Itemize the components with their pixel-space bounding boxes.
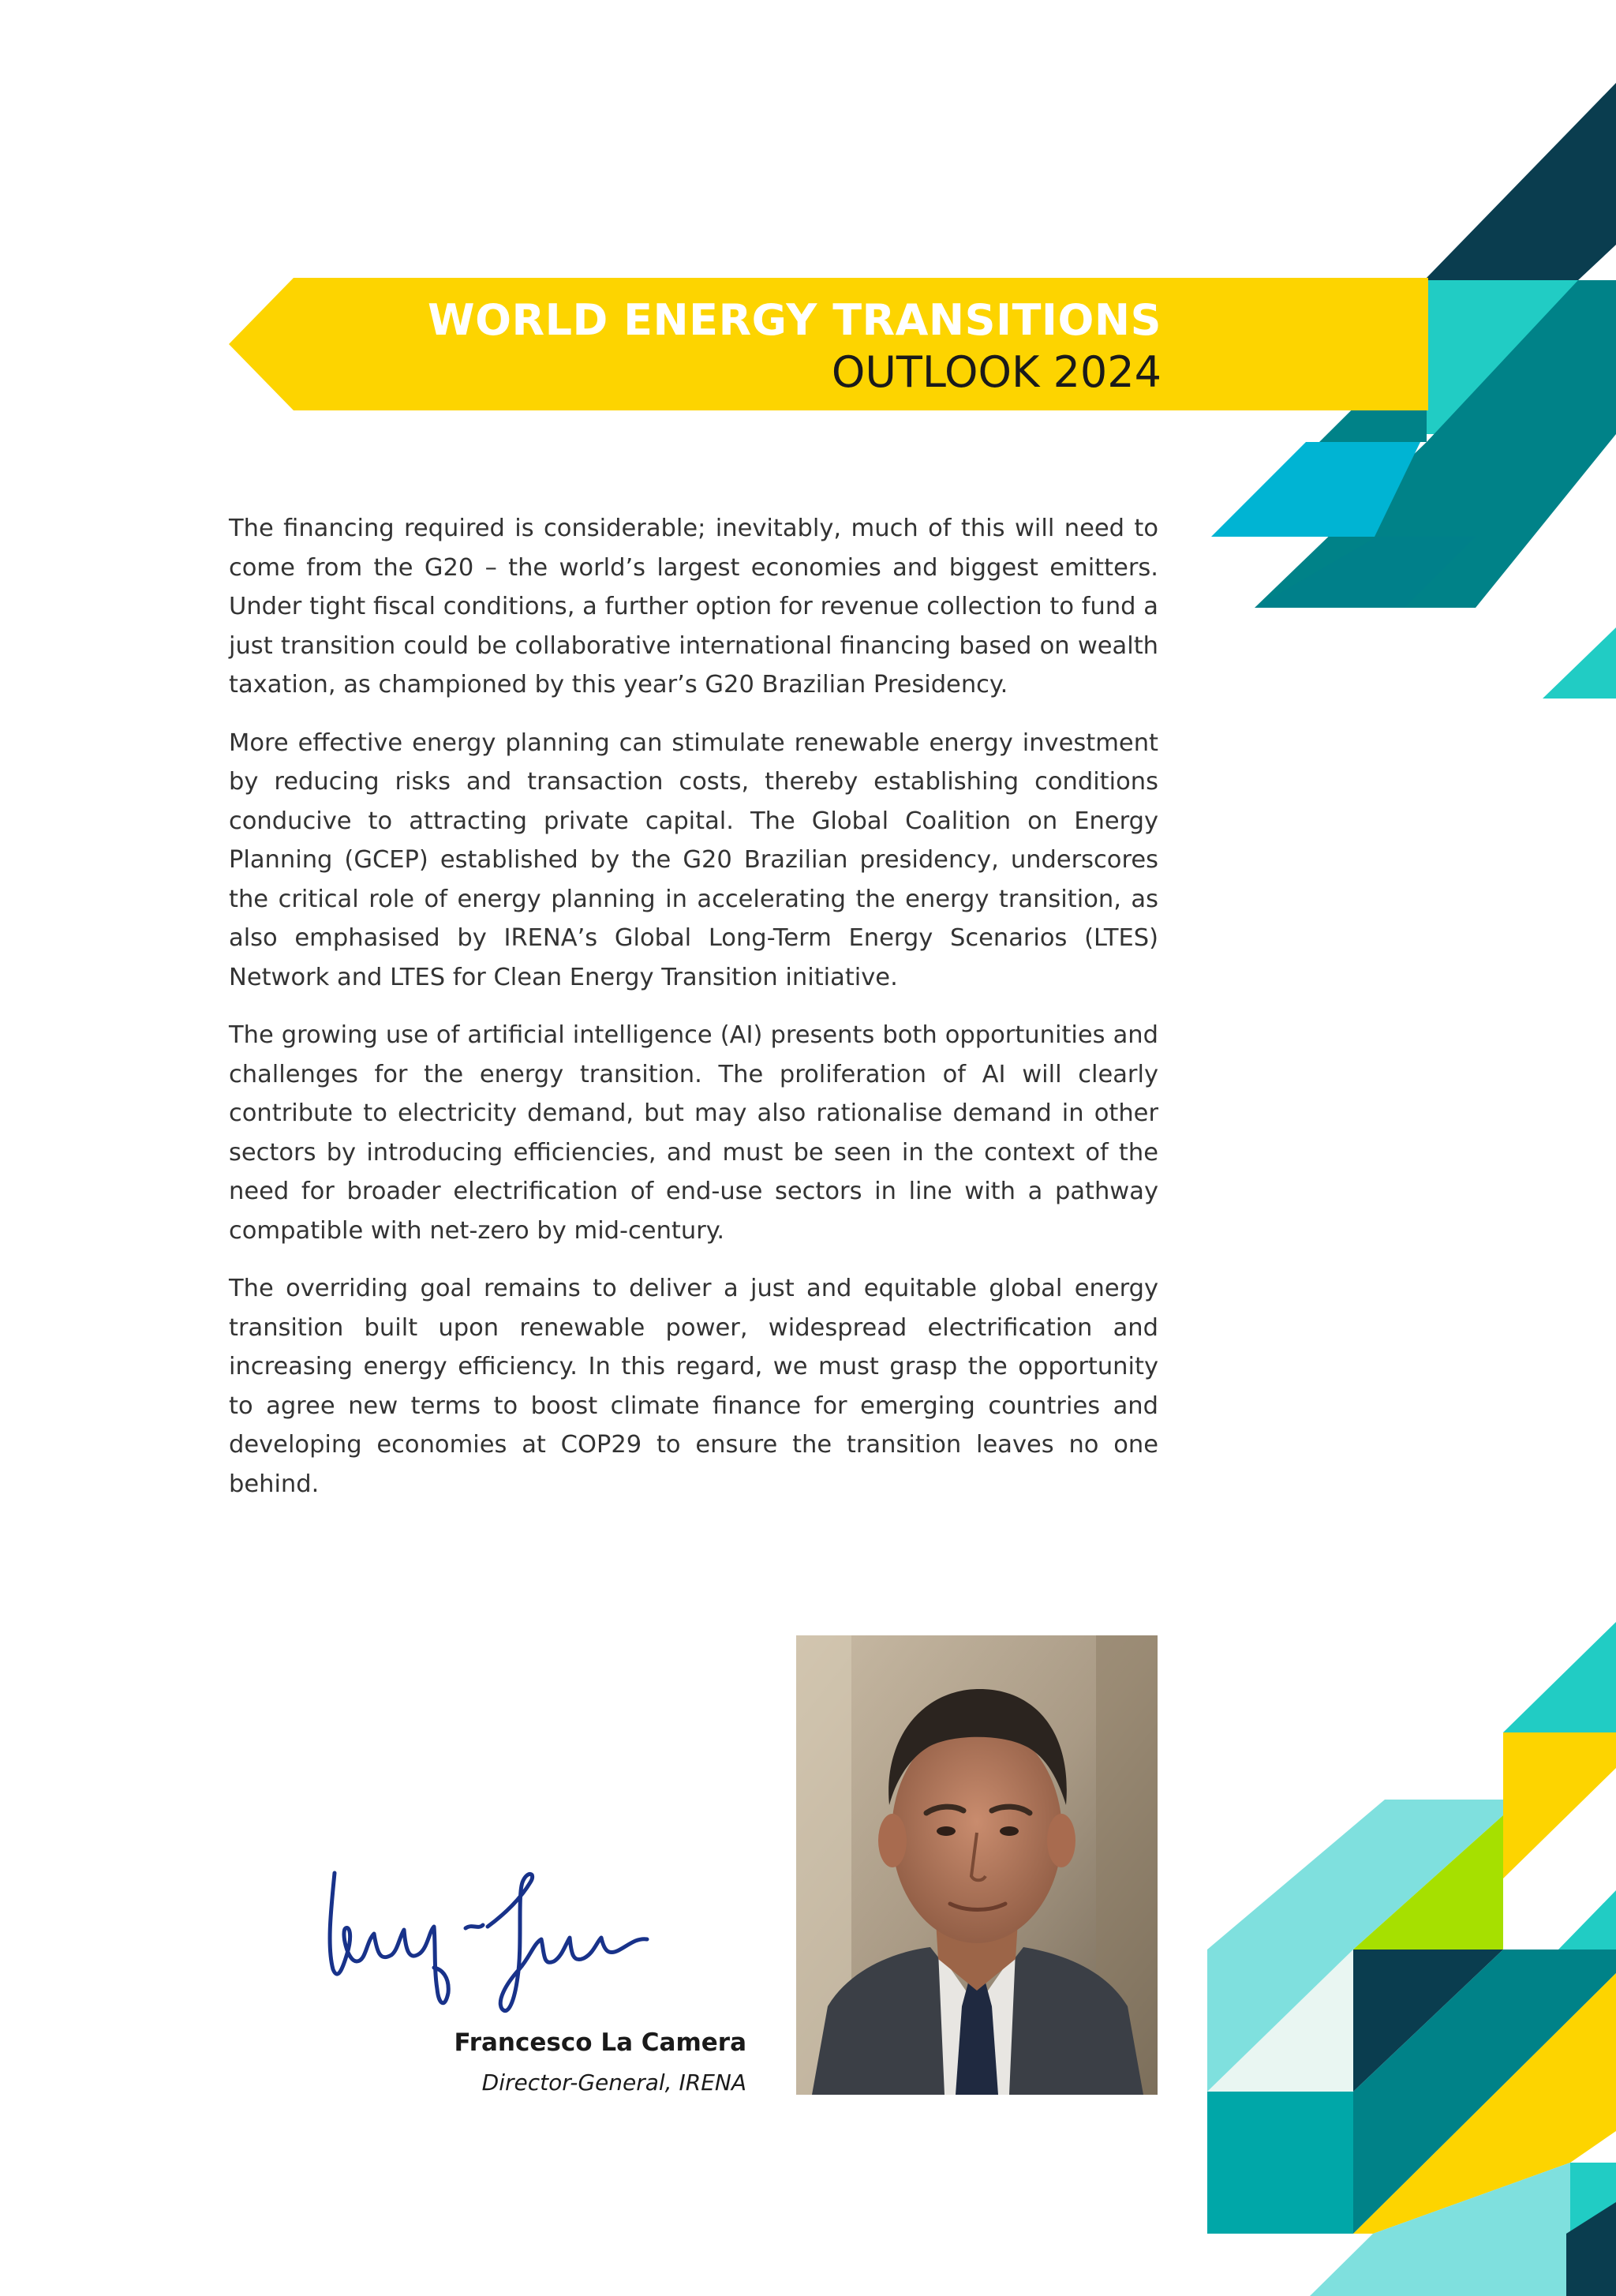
deco-teal-bottom-left xyxy=(1207,2092,1353,2234)
portrait-photo xyxy=(796,1635,1158,2095)
page-subtitle: OUTLOOK 2024 xyxy=(831,347,1162,397)
paragraph: The growing use of artificial intelligence (AI) presents both opportunities and challenges for the energy transition. The proliferation of AI will clearly contribute to electricity demand, but may also rationalise demand in other sectors by introducing efficiencies, and must be seen in the context of the need for broader electrification of end-use sectors in line with a pathway compatible with net-zero by mid-century. xyxy=(229,1021,1158,1245)
deco-teal-triangle-mid xyxy=(1353,1950,1616,2234)
deco-lime-triangle xyxy=(1353,1815,1503,1950)
deco-teal-lower xyxy=(1255,537,1476,608)
deco-aqua-parallelogram-top xyxy=(1578,245,1616,280)
deco-sky-triangle xyxy=(1211,442,1420,537)
signatory-role: Director-General, IRENA xyxy=(481,2069,746,2096)
deco-navy-triangle-bottom xyxy=(1566,2202,1616,2296)
deco-pale-triangle xyxy=(1207,1950,1353,2092)
deco-aqua-triangle-bottom-top xyxy=(1503,1622,1616,1732)
body-text xyxy=(229,509,1158,1523)
deco-aqua-small-triangle xyxy=(1543,627,1616,699)
deco-aqua-strip-bottom xyxy=(1570,2163,1616,2296)
deco-yellow-block-right xyxy=(1503,1732,1616,1878)
paragraph: More effective energy planning can stimulate renewable energy investment by reducing risks and transaction costs, thereby establishing conditions conducive to attracting private capital. The Global Coalition on Energy Planning (GCEP) established by the G20 Brazilian presidency, underscores the critical role of energy planning in accelerating the energy transition, as also emphasised by IRENA’s Global Long-Term Energy Scenarios (LTES) Network and LTES for Clean Energy Transition initiative. xyxy=(229,729,1158,991)
deco-navy-triangle-top xyxy=(1424,83,1616,280)
deco-light-aqua-lower xyxy=(1207,1950,1353,2092)
deco-aqua-block xyxy=(1427,280,1616,434)
signature-image xyxy=(316,1851,758,2028)
deco-yellow-band-bottom xyxy=(1353,1973,1616,2234)
deco-aqua-bottom xyxy=(1310,2163,1570,2296)
deco-navy-block xyxy=(1353,1950,1503,2092)
deco-light-aqua-band xyxy=(1207,1800,1503,1950)
portrait-illustration xyxy=(796,1635,1158,2095)
deco-aqua-triangle-right-mid xyxy=(1558,1890,1616,1950)
page-title: WORLD ENERGY TRANSITIONS xyxy=(428,295,1162,345)
paragraph: The overriding goal remains to deliver a just and equitable global energy transition built upon renewable power, widespread electrification and increasing energy efficiency. In this regard, we must grasp the opportunity to agree new terms to boost climate finance for emerging countries and developing economies at COP29 to ensure the transition leaves no one behind. xyxy=(229,1275,1158,1498)
paragraph: The financing required is considerable; inevitably, much of this will need to come from the G20 – the world’s largest economies and biggest emitters. Under tight fiscal conditions, a further option for revenue collection to fund a just transition could be collaborative international financing based on wealth taxation, as championed by this year’s G20 Brazilian Presidency. xyxy=(229,515,1158,699)
signatory-name: Francesco La Camera xyxy=(454,2028,746,2057)
header-banner xyxy=(229,278,1428,410)
